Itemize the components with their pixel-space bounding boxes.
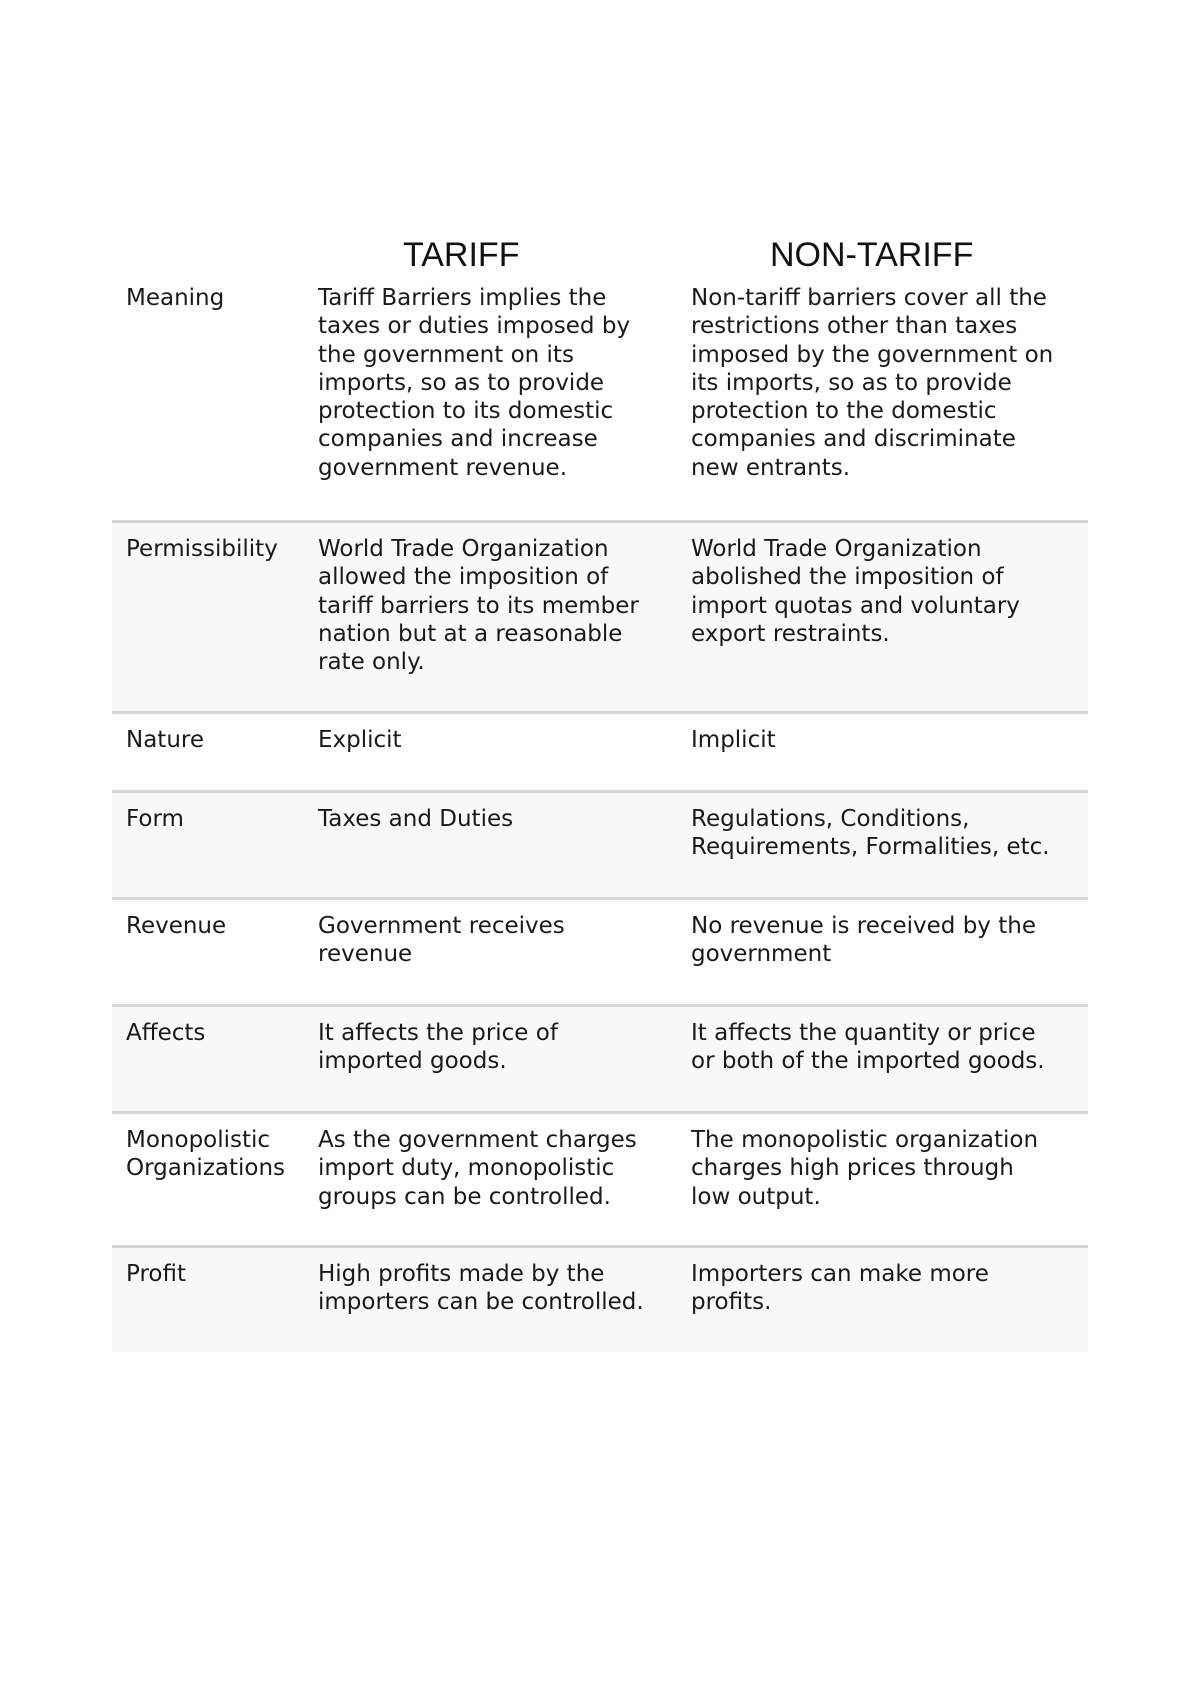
table-row (112, 711, 1088, 790)
row-label: Permissibility (126, 536, 278, 562)
table-row (112, 1111, 1088, 1245)
table-row (112, 520, 1088, 711)
tariff-cell: World Trade Organization allowed the imposition of tariff barriers to its member nation but at a reasonable rate only. (318, 536, 639, 676)
tariff-cell: Tariff Barriers implies the taxes or duties imposed by the government on its imports, so as to provide protection to its domestic companies and increase government revenue. (318, 285, 631, 481)
tariff-cell: As the government charges import duty, monopolistic groups can be controlled. (318, 1127, 637, 1210)
table-row (112, 1245, 1088, 1352)
row-label: Revenue (126, 913, 227, 939)
non-tariff-cell: The monopolistic organization charges high prices through low output. (691, 1127, 1039, 1210)
tariff-cell: High profits made by the importers can be controlled. (318, 1261, 644, 1316)
tariff-cell: Taxes and Duties (318, 806, 514, 832)
row-label: Monopolistic Organizations (126, 1127, 286, 1182)
non-tariff-cell: No revenue is received by the government (691, 913, 1036, 968)
table-row (112, 1004, 1088, 1111)
row-label: Meaning (126, 285, 225, 311)
row-label: Affects (126, 1020, 206, 1046)
non-tariff-cell: Non-tariff barriers cover all the restrictions other than taxes imposed by the government on its imports, so as to provide protection to the domestic companies and discriminate new entrants. (691, 285, 1054, 481)
table-header-row (112, 232, 1088, 284)
column-header-non-tariff: NON-TARIFF (770, 236, 974, 274)
non-tariff-cell: World Trade Organization abolished the imposition of import quotas and voluntary export restraints. (691, 536, 1020, 647)
row-label: Nature (126, 727, 204, 753)
tariff-cell: It affects the price of imported goods. (318, 1020, 558, 1075)
non-tariff-cell: It affects the quantity or price or both of the imported goods. (691, 1020, 1045, 1075)
tariff-cell: Explicit (318, 727, 402, 753)
non-tariff-cell: Implicit (691, 727, 776, 753)
row-label: Profit (126, 1261, 186, 1287)
table-row (112, 790, 1088, 897)
comparison-table (112, 232, 1088, 1352)
non-tariff-cell: Regulations, Conditions, Requirements, Formalities, etc. (691, 806, 1050, 861)
table-row (112, 897, 1088, 1004)
row-label: Form (126, 806, 184, 832)
table-row (112, 284, 1088, 520)
tariff-cell: Government receives revenue (318, 913, 565, 968)
non-tariff-cell: Importers can make more profits. (691, 1261, 989, 1316)
column-header-tariff: TARIFF (403, 236, 520, 274)
